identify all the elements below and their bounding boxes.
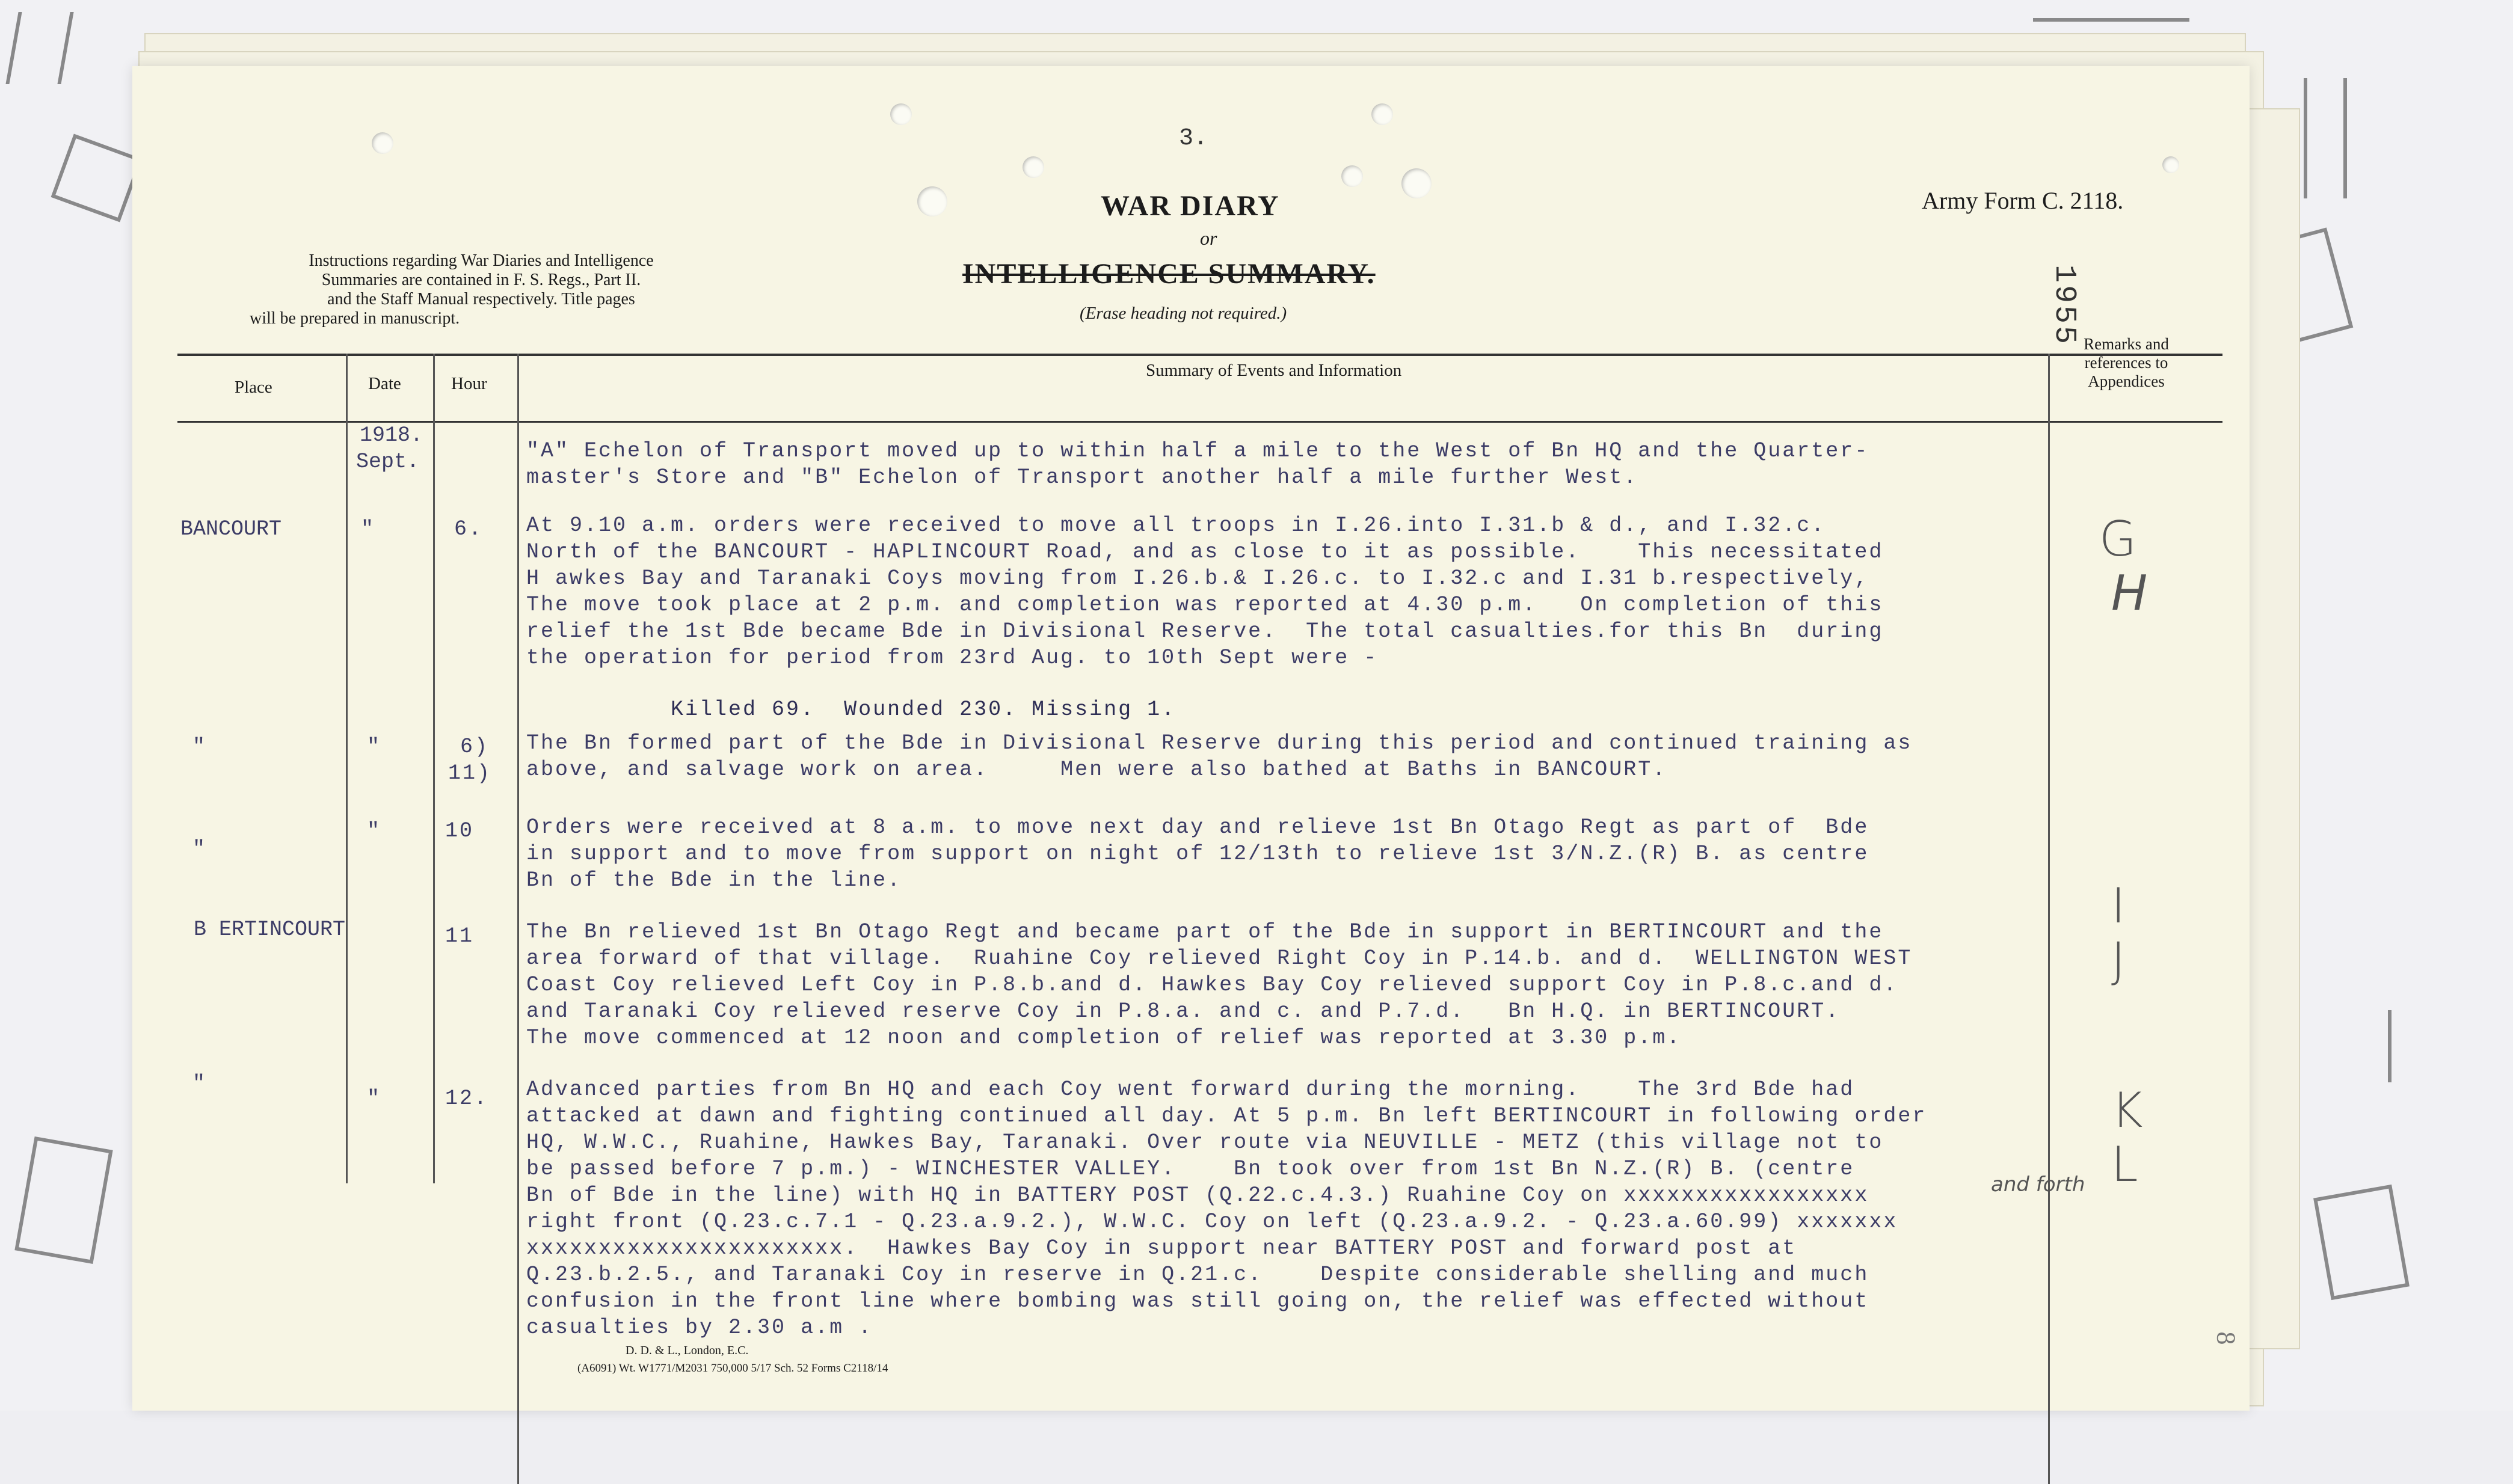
punch-hole — [917, 186, 947, 216]
punch-hole — [1023, 156, 1044, 178]
place-cell: B ERTINCOURT — [194, 918, 346, 942]
place-cell: BANCOURT — [180, 517, 282, 541]
punch-hole — [1401, 168, 1432, 198]
hour-cell: 11) — [448, 761, 492, 785]
body-line: in support and to move from support on night of 12/13th to relieve 1st 3/N.Z.(R) B. as centre — [526, 842, 1869, 866]
body-line: Coast Coy relieved Left Coy in P.8.b.and d. Hawkes Bay Coy relieved support Coy in P.8.c.and d. — [526, 973, 1898, 997]
instructions-line: Summaries are contained in F. S. Regs., Part II. — [321, 271, 641, 289]
date-cell: " — [367, 735, 382, 759]
place-cell: " — [192, 837, 208, 861]
pencil-note: and forth — [1991, 1173, 2085, 1197]
body-line: The Bn relieved 1st Bn Otago Regt and became part of the Bde in support in BERTINCOURT and the — [526, 920, 1884, 944]
footer-forms: (A6091) Wt. W1771/M2031 750,000 5/17 Sch. 52 Forms C2118/14 — [577, 1362, 888, 1375]
remark-letter: K — [2111, 1082, 2143, 1138]
body-line: Bn of Bde in the line) with HQ in BATTERY POST (Q.22.c.4.3.) Ruahine Coy on xxxxxxxxxxxxxxxxx — [526, 1183, 1869, 1207]
body-line: confusion in the front line where bombing was still going on, the relief was effected without — [526, 1289, 1869, 1313]
header-bottom-rule — [177, 421, 2222, 423]
body-line: above, and salvage work on area. Men were also bathed at Baths in BANCOURT. — [526, 758, 1667, 782]
hour-cell: 11 — [445, 924, 475, 948]
body-line: right front (Q.23.c.7.1 - Q.23.a.9.2.), W.W.C. Coy on left (Q.23.a.9.2. - Q.23.a.60.99) xxxxxxx — [526, 1210, 1898, 1234]
army-form-label: Army Form C. 2118. — [1922, 187, 2124, 214]
remark-letter: L — [2111, 1136, 2138, 1192]
column-divider — [2048, 354, 2050, 1484]
column-divider — [433, 354, 435, 1183]
column-header-remarks — [2051, 335, 2201, 391]
instructions-block — [232, 251, 731, 328]
side-stamp: 1955 — [2047, 265, 2081, 347]
hour-cell: 10 — [445, 819, 475, 843]
remark-letter: I — [2111, 878, 2126, 934]
body-line: xxxxxxxxxxxxxxxxxxxxxx. Hawkes Bay Coy in support near BATTERY POST and forward post at — [526, 1236, 1797, 1260]
body-line: At 9.10 a.m. orders were received to move all troops in I.26.into I.31.b & d., and I.32.c. — [526, 514, 1826, 538]
body-line: The move took place at 2 p.m. and completion was reported at 4.30 p.m. On completion of this — [526, 593, 1884, 617]
date-cell: " — [361, 517, 376, 541]
hour-cell: 12. — [445, 1087, 489, 1111]
body-line: and Taranaki Coy relieved reserve Coy in P.8.a. and c. and P.7.d. Bn H.Q. in BERTINCOURT. — [526, 999, 1841, 1023]
column-divider — [346, 354, 348, 1183]
place-cell: " — [192, 735, 208, 759]
instructions-line: will be prepared in manuscript. — [250, 309, 460, 328]
remark-letter: G — [2099, 511, 2136, 567]
punch-hole — [890, 103, 912, 125]
header-top-rule — [177, 354, 2222, 356]
date-month: Sept. — [356, 450, 420, 474]
footer-printer: D. D. & L., London, E.C. — [626, 1344, 749, 1357]
date-cell: " — [367, 819, 382, 843]
body-line: Orders were received at 8 a.m. to move next day and relieve 1st Bn Otago Regt as part of Bde — [526, 815, 1869, 839]
punch-hole — [2162, 156, 2179, 173]
war-diary-page — [132, 66, 2250, 1411]
punch-hole — [1341, 165, 1363, 187]
body-line: HQ, W.W.C., Ruahine, Hawkes Bay, Taranaki. Over route via NEUVILLE - METZ (this village not to — [526, 1130, 1884, 1154]
column-header-hour: Hour — [451, 374, 487, 393]
body-line: The move commenced at 12 noon and completion of relief was reported at 3.30 p.m. — [526, 1026, 1682, 1050]
remarks-header-line: Remarks and — [2084, 335, 2169, 353]
title-war-diary: WAR DIARY — [1101, 190, 1280, 222]
column-header-summary: Summary of Events and Information — [1146, 361, 1402, 380]
body-line: relief the 1st Bde became Bde in Divisional Reserve. The total casualties.for this Bn during — [526, 619, 1884, 643]
title-or: or — [1200, 227, 1217, 249]
corner-mark: 8 — [2211, 1331, 2241, 1345]
instructions-line: Instructions regarding War Diaries and Intelligence — [309, 251, 654, 270]
page-number: 3. — [1179, 125, 1208, 152]
body-line: "A" Echelon of Transport moved up to within half a mile to the West of Bn HQ and the Quarter- — [526, 439, 1869, 463]
body-line: Advanced parties from Bn HQ and each Coy went forward during the morning. The 3rd Bde had — [526, 1078, 1855, 1102]
body-line: area forward of that village. Ruahine Coy relieved Right Coy in P.14.b. and d. WELLINGTON WEST — [526, 946, 1913, 970]
punch-hole — [1371, 103, 1393, 125]
date-cell: " — [367, 1087, 382, 1111]
body-line: The Bn formed part of the Bde in Divisional Reserve during this period and continued training as — [526, 731, 1913, 755]
body-line: the operation for period from 23rd Aug. to 10th Sept were - — [526, 646, 1379, 670]
erase-note: (Erase heading not required.) — [1080, 304, 1287, 323]
hour-cell: 6) — [460, 735, 490, 759]
body-line: H awkes Bay and Taranaki Coys moving from I.26.b.& I.26.c. to I.32.c and I.31 b.respectively, — [526, 566, 1869, 590]
sketch-mark — [2382, 1010, 2392, 1082]
remarks-header-line: references to — [2084, 354, 2168, 372]
punch-hole — [372, 132, 393, 154]
body-line: Bn of the Bde in the line. — [526, 868, 902, 892]
place-cell: " — [192, 1072, 208, 1096]
column-header-place: Place — [235, 378, 272, 397]
body-line: be passed before 7 p.m.) - WINCHESTER VALLEY. Bn took over from 1st Bn N.Z.(R) B. (centre — [526, 1157, 1855, 1181]
sketch-mark — [2304, 78, 2347, 198]
remark-letter: H — [2111, 565, 2148, 621]
body-line: attacked at dawn and fighting continued all day. At 5 p.m. Bn left BERTINCOURT in following order — [526, 1104, 1927, 1128]
hour-cell: 6. — [454, 517, 484, 541]
body-line: master's Store and "B" Echelon of Transport another half a mile further West. — [526, 465, 1638, 489]
body-line: Q.23.b.2.5., and Taranaki Coy in reserve in Q.21.c. Despite considerable shelling and much — [526, 1263, 1869, 1287]
column-divider — [517, 354, 519, 1484]
sketch-mark — [2033, 0, 2189, 22]
instructions-line: and the Staff Manual respectively. Title pages — [327, 290, 635, 308]
body-line: casualties by 2.30 a.m . — [526, 1316, 873, 1340]
casualties-line: Killed 69. Wounded 230. Missing 1. — [526, 698, 1177, 722]
remarks-header-line: Appendices — [2088, 372, 2165, 390]
column-header-date: Date — [368, 374, 401, 393]
remark-letter: J — [2111, 932, 2126, 988]
date-year: 1918. — [360, 423, 423, 447]
title-intelligence-summary: INTELLIGENCE SUMMARY. — [962, 258, 1376, 290]
body-line: North of the BANCOURT - HAPLINCOURT Road, and as close to it as possible. This necessitated — [526, 540, 1884, 564]
